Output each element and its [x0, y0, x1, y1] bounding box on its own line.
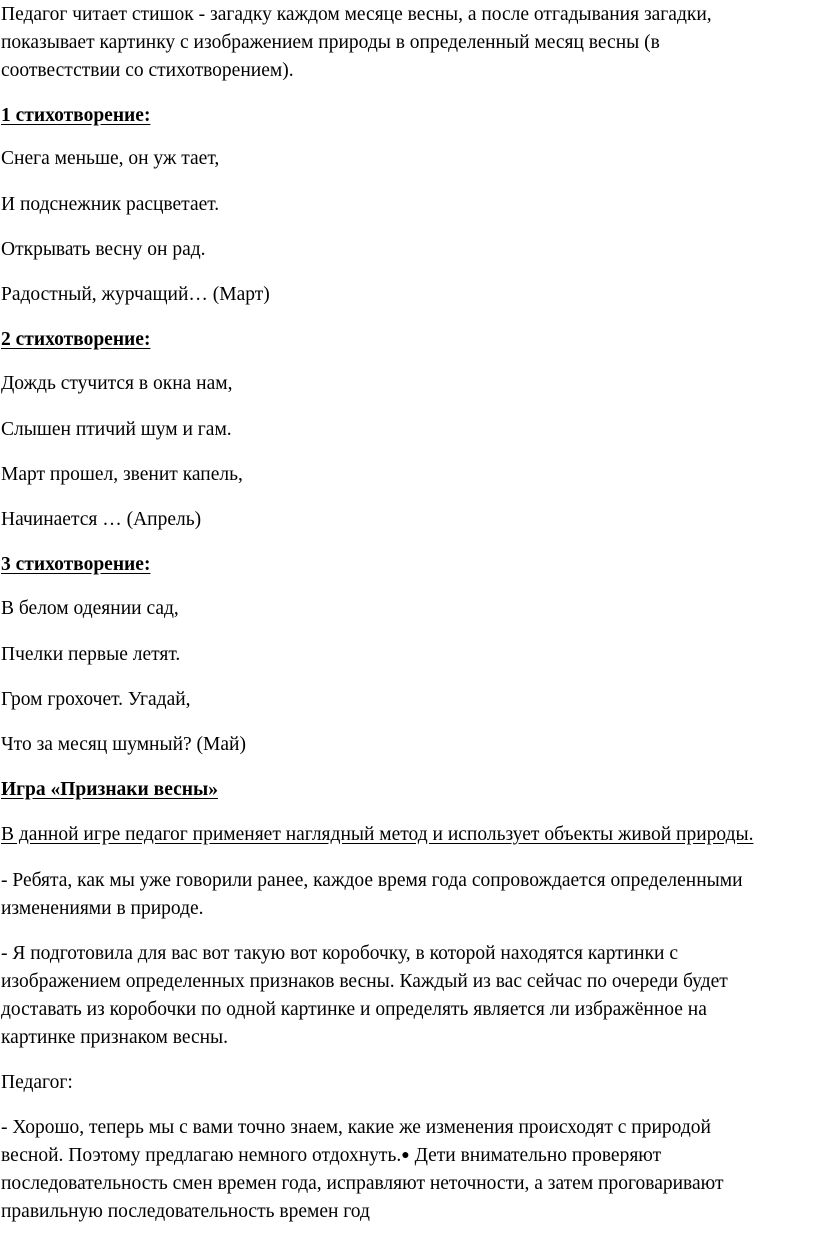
game-para-3-line-4: правильную последовательность времен год — [1, 1201, 370, 1222]
game-para-2-line-1: - Я подготовила для вас вот такую вот коробочку, в которой находятся картинки с — [1, 943, 679, 964]
poem-1-line-4: Радостный, журчащий… (Март) — [1, 284, 270, 305]
poem-2-line-4: Начинается … (Апрель) — [1, 509, 202, 530]
poem-1-heading: 1 стихотворение: — [1, 105, 151, 126]
intro-line-3: соотвестствии со стихотворением). — [1, 60, 294, 81]
game-para-2-line-4: картинке признаком весны. — [1, 1027, 229, 1048]
game-para-3-line-2-start: весной. Поэтому предлагаю немного отдохнуть. — [1, 1145, 402, 1166]
poem-2-line-2: Слышен птичий шум и гам. — [1, 419, 232, 440]
game-para-3-line-3: последовательность смен времен года, исправляют неточности, а затем проговаривают — [1, 1173, 724, 1194]
game-method-line: В данной игре педагог применяет наглядный метод и использует объекты живой природы. — [1, 824, 754, 845]
poem-3-line-2: Пчелки первые летят. — [1, 644, 181, 665]
teacher-label: Педагог: — [1, 1072, 73, 1093]
game-para-3-line-2-end: Дети внимательно проверяют — [409, 1145, 662, 1166]
intro-line-2: показывает картинку с изображением природы в определенный месяц весны (в — [1, 32, 660, 53]
poem-1-line-1: Снега меньше, он уж тает, — [1, 148, 220, 169]
game-para-1-line-2: изменениями в природе. — [1, 898, 204, 919]
poem-2-line-1: Дождь стучится в окна нам, — [1, 373, 233, 394]
game-para-3-line-1: - Хорошо, теперь мы с вами точно знаем, какие же изменения происходят с природой — [1, 1117, 711, 1138]
game-heading: Игра «Признаки весны» — [1, 779, 218, 800]
game-para-3-line-2 — [1, 1142, 661, 1170]
poem-1-line-3: Открывать весну он рад. — [1, 239, 206, 260]
poem-2-line-3: Март прошел, звенит капель, — [1, 464, 243, 485]
game-para-2-line-2: изображением определенных признаков весны. Каждый из вас сейчас по очереди будет — [1, 971, 728, 992]
game-para-1-line-1: - Ребята, как мы уже говорили ранее, каждое время года сопровождается определенными — [1, 870, 743, 891]
poem-3-line-3: Гром грохочет. Угадай, — [1, 689, 191, 710]
poem-1-line-2: И подснежник расцветает. — [1, 194, 220, 215]
poem-2-heading: 2 стихотворение: — [1, 329, 151, 350]
poem-3-line-1: В белом одеянии сад, — [1, 598, 179, 619]
game-para-2-line-3: доставать из коробочки по одной картинке и определять является ли избражённое на — [1, 999, 707, 1020]
bullet-icon: ● — [401, 1148, 410, 1163]
intro-line-1: Педагог читает стишок - загадку каждом месяце весны, а после отгадывания загадки, — [1, 4, 712, 25]
poem-3-heading: 3 стихотворение: — [1, 554, 151, 575]
poem-3-line-4: Что за месяц шумный? (Май) — [1, 734, 246, 755]
